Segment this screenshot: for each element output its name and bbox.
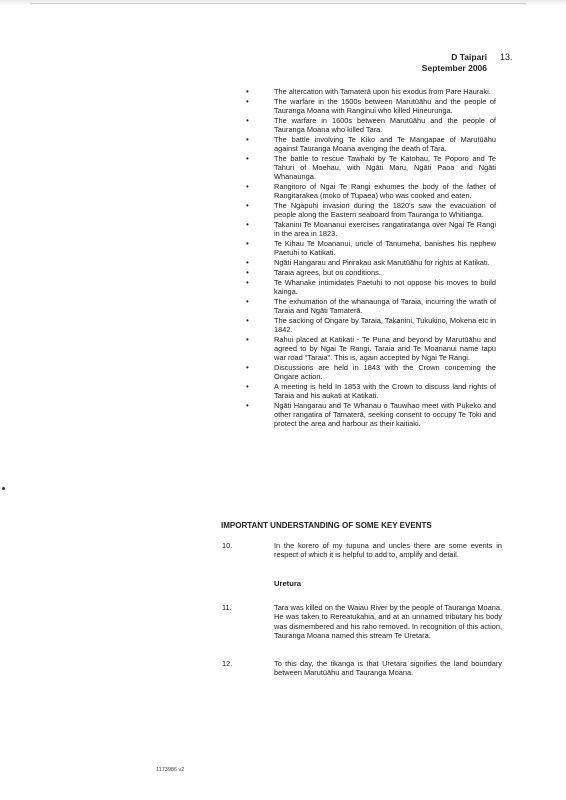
list-item: • A meeting is held In 1853 with the Crown to discuss land rights of Taraia and his aukati at Katikati. xyxy=(246,381,496,400)
bullet-icon: • xyxy=(246,153,249,163)
bullet-icon: • xyxy=(246,96,249,106)
list-item: • Takanini Te Moananui exercises rangatiratanga over Ngai Te Rangi in the area in 1823. xyxy=(246,220,496,239)
numbered-paragraph xyxy=(222,541,502,560)
list-item: • The Ngapuhi invasion during the 1820's saw the evacuation of people along the Eastern seaboard from Tauranga to Whitianga. xyxy=(246,201,496,220)
document-id: 1173986 v2 xyxy=(156,767,185,773)
list-item: • The sacking of Ongare by Taraia, Takanini, Tukukino, Mokena etc in 1842. xyxy=(246,315,496,334)
bullet-icon: • xyxy=(246,220,249,229)
list-item: • The altercation with Tamaterā upon his exodus from Pare Hauraki. xyxy=(246,87,491,96)
page-number: 13. xyxy=(500,52,513,62)
list-item: • The warfare in 1600s between Marutūāhu and the people of Tauranga Moana who killed Tara. xyxy=(246,115,496,134)
list-item: • Ngāti Hangarau and Pirirakau ask Marutūāhu for rights at Katikati. xyxy=(246,258,490,267)
bullet-icon: • xyxy=(246,115,249,125)
bullet-icon: • xyxy=(246,315,249,325)
list-item: • Discussions are held in 1843 with the Crown concerning the Ongare action. xyxy=(246,362,496,381)
bullet-icon: • xyxy=(246,400,249,410)
bullet-icon: • xyxy=(246,182,249,191)
margin-mark xyxy=(2,487,5,490)
bullet-icon: • xyxy=(246,134,249,144)
paragraph-number: 10. xyxy=(222,541,233,550)
bullet-icon: • xyxy=(246,239,249,248)
list-item: • The battle involving Te Kiko and Te Mangapae of Marutūāhu against Tauranga Moana avenging the death of Tara. xyxy=(246,134,496,153)
paragraph-text: Tara was killed on the Waiau River by the people of Tauranga Moana. He was taken to Rereatukahia, and at an unnamed tributary his body was dismembered and his raho removed. In recognition of this action, Tauranga Moana named this stream Te Uretara. xyxy=(274,603,502,641)
document-date: September 2006 xyxy=(421,62,487,73)
scan-line xyxy=(30,3,526,4)
bullet-icon: • xyxy=(246,201,249,210)
list-item: • Taraia agrees, but on conditions. xyxy=(246,267,381,277)
paragraph-text: To this day, the tikanga is that Uretara signifies the land boundary between Marutūāhu and Tauranga Moana. xyxy=(274,659,502,678)
list-item: • Te Kihau Te Moananui, uncle of Tanumeha, banishes his nephew Paetuhi to Katikati. xyxy=(246,239,496,258)
bullet-icon: • xyxy=(246,258,249,267)
subheading: Uretura xyxy=(274,579,302,588)
bullet-icon: • xyxy=(246,267,249,277)
bullet-icon: • xyxy=(246,296,249,306)
paragraph-text: In the korero of my tupuna and uncles there are some events in respect of which it is helpful to add to, amplify and detail. xyxy=(274,541,502,560)
list-item: • The battle to rescue Tawhaki by Te Katohau, Te Poporo and Te Tahuri of Moehau, with Ngāti Maru, Ngāti Paoa and Ngāti Whanaunga. xyxy=(246,153,496,182)
list-item: • The warfare in the 1500s between Marutūāhu and the people of Tauranga Moana with Ranginui who killed Hineurunga. xyxy=(246,96,496,115)
events-bullet-list xyxy=(246,87,496,429)
author-name: D Taipari xyxy=(451,52,487,62)
numbered-paragraph xyxy=(222,659,502,678)
list-item: • The exhumation of the whanaunga of Taraia, incurring the wrath of Taraia and Ngāti Tamaterā. xyxy=(246,296,496,315)
paragraph-number: 11. xyxy=(222,603,232,612)
bullet-icon: • xyxy=(246,87,249,96)
page-header xyxy=(422,52,487,73)
section-title: IMPORTANT UNDERSTANDING OF SOME KEY EVENTS xyxy=(221,521,432,530)
list-item: • Rangitoro of Ngai Te Rangi exhumes the body of the father of Rangitarakea (moko of Tupaea) who was cooked and eaten. xyxy=(246,182,496,201)
list-item: • Rahui placed at Katikati - Te Puna and beyond by Marutūāhu and agreed to by Ngai Te Rangi. Taraia and Te Moananui name tapu war road "Taraia". This is, again accepted by Ngai Te Rangi. xyxy=(246,334,496,362)
list-item: • Te Whanake intimidates Paetuhi to not oppose his moves to build kainga. xyxy=(246,277,496,296)
bullet-icon: • xyxy=(246,381,249,391)
paragraph-number: 12. xyxy=(222,659,233,668)
bullet-icon: • xyxy=(246,334,249,344)
bullet-icon: • xyxy=(246,362,249,372)
list-item: • Ngāti Hangarau and Te Whanau o Tauwhao meet with Pukeko and other rangatira of Tamaterā, seeking consent to occupy Te Toki and protect the area and harbour as their kaitiaki. xyxy=(246,400,496,429)
bullet-icon: • xyxy=(246,277,249,287)
numbered-paragraph xyxy=(222,603,502,641)
